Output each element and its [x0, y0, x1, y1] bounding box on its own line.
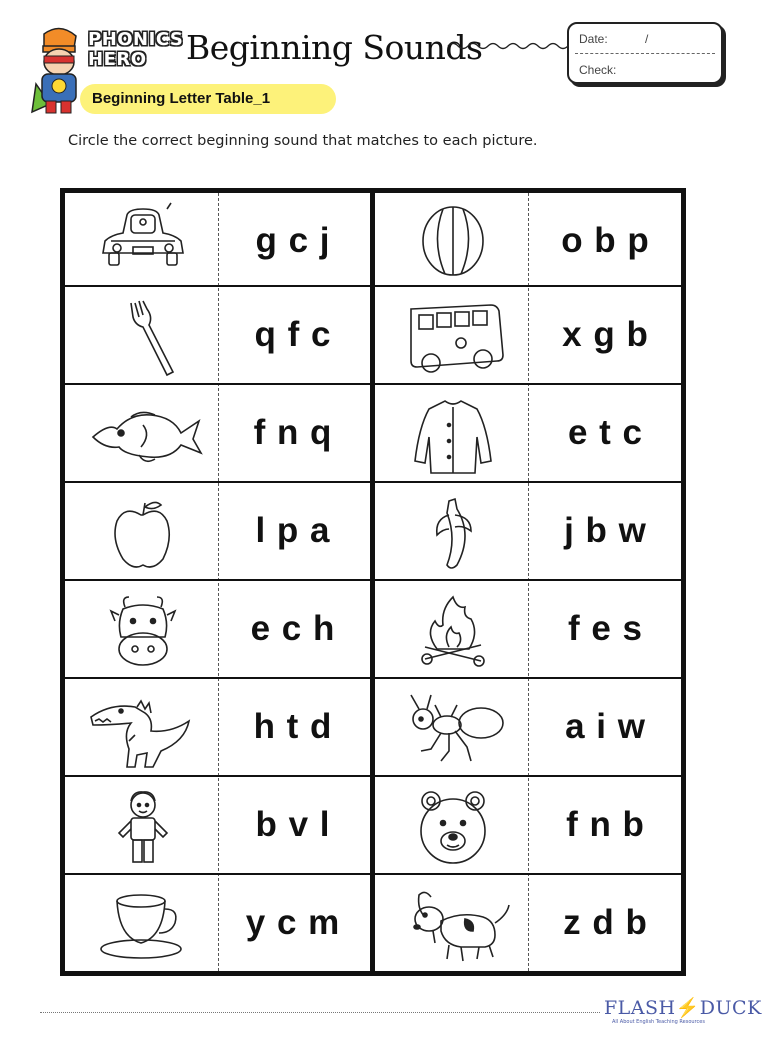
table-right	[370, 188, 686, 976]
fire-icon	[391, 593, 515, 671]
column-divider	[218, 193, 219, 971]
letter-options[interactable]: h t d	[253, 707, 333, 746]
instructions-text: Circle the correct beginning sound that matches to each picture.	[68, 133, 538, 149]
date-check-box	[567, 22, 723, 84]
ant-icon	[391, 691, 515, 769]
column-divider	[528, 193, 529, 971]
letter-options[interactable]: z d b	[563, 903, 648, 942]
letter-options[interactable]: j b w	[564, 511, 647, 550]
banana-icon	[391, 495, 515, 573]
dog-icon	[391, 887, 515, 965]
brand-line-2: HERO	[88, 49, 147, 70]
flashduck-logo	[604, 996, 762, 1019]
brand-line-1: PHONICS	[88, 29, 184, 50]
letter-options[interactable]: e c h	[250, 609, 336, 648]
phonics-hero-mascot-icon	[30, 24, 88, 116]
letter-options[interactable]: f e s	[567, 609, 644, 648]
page-title: Beginning Sounds	[186, 28, 483, 67]
letter-options[interactable]: x g b	[562, 315, 649, 354]
letter-options[interactable]: q f c	[254, 315, 332, 354]
letter-options[interactable]: e t c	[567, 413, 644, 452]
coat-icon	[391, 397, 515, 475]
car-icon	[81, 201, 205, 279]
lightning-icon: ⚡	[675, 997, 700, 1019]
apple-icon	[81, 495, 205, 573]
logo-left-text: FLASH	[604, 997, 676, 1019]
fork-icon	[81, 299, 205, 377]
date-divider	[575, 53, 715, 54]
boy-icon	[81, 789, 205, 867]
brand-logo	[88, 29, 184, 74]
letter-options[interactable]: y c m	[245, 903, 341, 942]
bear-icon	[391, 789, 515, 867]
cup-icon	[81, 887, 205, 965]
letter-options[interactable]: g c j	[255, 221, 331, 260]
fish-icon	[81, 397, 205, 475]
date-label: Date:	[579, 32, 608, 46]
date-separator: /	[645, 32, 649, 46]
letter-options[interactable]: b v l	[255, 805, 331, 844]
logo-right-text: DUCK	[699, 997, 762, 1019]
letter-options[interactable]: o b p	[561, 221, 650, 260]
dinosaur-icon	[81, 691, 205, 769]
check-label: Check:	[579, 63, 617, 77]
logo-tagline: All About English Teaching Resources	[612, 1019, 705, 1025]
subtitle-badge: Beginning Letter Table_1	[80, 84, 336, 114]
letter-options[interactable]: a i w	[565, 707, 646, 746]
letter-options[interactable]: f n q	[253, 413, 333, 452]
letter-options[interactable]: l p a	[255, 511, 331, 550]
footer-divider	[40, 1012, 600, 1013]
letter-options[interactable]: f n b	[566, 805, 645, 844]
wave-decoration-icon	[448, 38, 568, 54]
table-left	[60, 188, 377, 976]
bus-icon	[391, 299, 515, 377]
ball-icon	[391, 201, 515, 279]
cow-icon	[81, 593, 205, 671]
